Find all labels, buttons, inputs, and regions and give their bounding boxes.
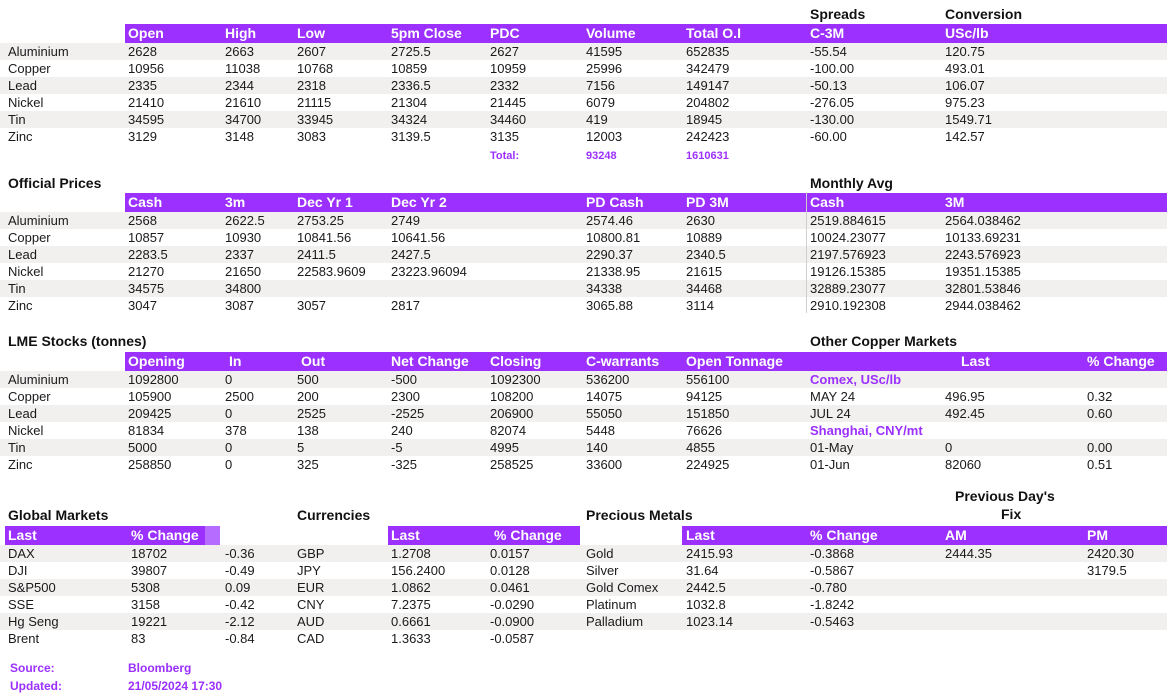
official-dec-yr-1-value: 10841.56 (297, 230, 352, 245)
index-name: DJI (8, 563, 28, 578)
overview-open-value: 2628 (128, 44, 157, 59)
metal-name: Zinc (8, 457, 33, 472)
overview-usc-lb-value: 142.57 (945, 129, 985, 144)
stocks-c-warrants-value: 33600 (586, 457, 623, 472)
overview-high-value: 11038 (225, 61, 261, 76)
overview-pdc-value: 34460 (490, 112, 527, 127)
official-pd-cash-value: 2574.46 (586, 213, 633, 228)
overview-c-3m-value: -55.54 (810, 44, 847, 59)
precious-change-value: -0.5867 (810, 563, 855, 578)
overview-low-value: 10768 (297, 61, 334, 76)
official-prices-title: Official Prices (8, 175, 102, 191)
stocks-closing-value: 206900 (490, 406, 534, 421)
col-global-last: Last (8, 527, 37, 543)
stocks-closing-value: 4995 (490, 440, 519, 455)
overview-volume-value: 6079 (586, 95, 615, 110)
metal-name: Tin (8, 112, 26, 127)
currency-code: EUR (297, 580, 325, 595)
overview-usc-lb-value: 120.75 (945, 44, 985, 59)
copper-last-value: 492.45 (945, 406, 985, 421)
metal-name: Aluminium (8, 44, 69, 59)
metal-name: Zinc (8, 129, 33, 144)
stocks-in-value: 0 (225, 406, 233, 421)
index-last-value: 3158 (131, 597, 160, 612)
fix-pm-value: 3179.5 (1087, 563, 1127, 578)
stocks-out-value: 5 (297, 440, 305, 455)
overview-volume-value: 12003 (586, 129, 623, 144)
overview-usc-lb-value: 975.23 (945, 95, 985, 110)
copper-change-value: 0.60 (1087, 406, 1113, 421)
precious-last-value: 31.64 (686, 563, 719, 578)
overview-high-value: 3148 (225, 129, 254, 144)
official-pd-cash-value: 2290.37 (586, 247, 633, 262)
col-total-oi: Total O.I (686, 25, 741, 41)
currencies-title: Currencies (297, 507, 371, 523)
metal-name: Aluminium (8, 372, 69, 387)
official-pd-3m-value: 2340.5 (686, 247, 726, 262)
metal-name: Lead (8, 78, 37, 93)
col-open-tonnage: Open Tonnage (686, 353, 783, 369)
index-name: SSE (8, 597, 35, 612)
metal-name: Lead (8, 406, 37, 421)
stocks-opening-value: 209425 (128, 406, 172, 421)
official-monthly-cash-value: 2910.192308 (810, 298, 886, 313)
col-open: Open (128, 25, 164, 41)
overview-volume-value: 7156 (586, 78, 615, 93)
stocks-c-warrants-value: 55050 (586, 406, 623, 421)
metal-name: Copper (8, 61, 51, 76)
index-last-value: 19221 (131, 614, 168, 629)
total-label: Total: (490, 150, 520, 162)
overview-open-value: 10956 (128, 61, 165, 76)
col-out: Out (301, 353, 326, 369)
official-dec-yr-2-value: 10641.56 (391, 230, 446, 245)
conversion-label: Conversion (945, 6, 1023, 22)
official-dec-yr-2-value: 2749 (391, 213, 420, 228)
overview-low-value: 3083 (297, 129, 326, 144)
official-monthly-3m-value: 2564.038462 (945, 213, 1021, 228)
currency-last-value: 1.3633 (391, 631, 431, 646)
official-3m-value: 10930 (225, 230, 262, 245)
overview-low-value: 33945 (297, 112, 334, 127)
col-monthly-cash: Cash (810, 194, 845, 210)
overview-high-value: 21610 (225, 95, 262, 110)
stocks-row-stripe (0, 405, 1167, 422)
overview-total-oi-value: 149147 (686, 78, 730, 93)
col-fix-am: AM (945, 527, 967, 543)
precious-metal-name: Gold (586, 546, 614, 561)
official-pd-3m-value: 21615 (686, 264, 723, 279)
currency-last-value: 1.0862 (391, 580, 431, 595)
index-change-value: -0.49 (225, 563, 255, 578)
stocks-out-value: 200 (297, 389, 319, 404)
spreads-label: Spreads (810, 6, 866, 22)
precious-last-value: 2442.5 (686, 580, 726, 595)
precious-last-value: 1032.8 (686, 597, 726, 612)
currency-last-value: 1.2708 (391, 546, 431, 561)
copper-market-group: Comex, USc/lb (810, 372, 902, 387)
currency-change-value: -0.0900 (490, 614, 535, 629)
stocks-net-change-value: -325 (391, 457, 418, 472)
copper-contract-label: 01-May (810, 440, 854, 455)
fix-pm-value: 2420.30 (1087, 546, 1134, 561)
stocks-open-tonnage-value: 151850 (686, 406, 730, 421)
overview-volume-value: 419 (586, 112, 608, 127)
overview-pdc-value: 10959 (490, 61, 527, 76)
stocks-open-tonnage-value: 76626 (686, 423, 723, 438)
index-name: Brent (8, 631, 40, 646)
col-precious-last: Last (686, 527, 715, 543)
overview-c-3m-value: -276.05 (810, 95, 855, 110)
col-usc-lb: USc/lb (945, 25, 989, 41)
index-change-value: 0.09 (225, 580, 251, 595)
index-last-value: 83 (131, 631, 146, 646)
copper-last-value: 0 (945, 440, 953, 455)
stocks-c-warrants-value: 5448 (586, 423, 615, 438)
col-currency-change: % Change (494, 527, 562, 543)
col-dec-yr-2: Dec Yr 2 (391, 194, 447, 210)
stocks-closing-value: 1092300 (490, 372, 541, 387)
stocks-open-tonnage-value: 224925 (686, 457, 730, 472)
stocks-c-warrants-value: 536200 (586, 372, 630, 387)
stocks-open-tonnage-value: 94125 (686, 389, 723, 404)
currency-code: CNY (297, 597, 325, 612)
col-net-change: Net Change (391, 353, 469, 369)
precious-change-value: -0.780 (810, 580, 847, 595)
official-dec-yr-1-value: 2411.5 (297, 247, 336, 262)
official-dec-yr-2-value: 2817 (391, 298, 420, 313)
copper-change-value: 0.51 (1087, 457, 1113, 472)
precious-metal-name: Gold Comex (586, 580, 659, 595)
currency-change-value: -0.0290 (490, 597, 535, 612)
col-currency-last: Last (391, 527, 420, 543)
col-c-warrants: C-warrants (586, 353, 660, 369)
updated-label: Updated: (10, 679, 62, 693)
official-monthly-cash-value: 32889.23077 (810, 281, 886, 296)
official-monthly-3m-value: 19351.15385 (945, 264, 1021, 279)
official-header-bar (125, 193, 1167, 212)
currency-code: CAD (297, 631, 325, 646)
overview-high-value: 2663 (225, 44, 254, 59)
global-header-gap (205, 526, 220, 545)
col-3m: 3m (225, 194, 246, 210)
stocks-in-value: 2500 (225, 389, 254, 404)
overview-5pm-close-value: 2336.5 (391, 78, 431, 93)
bottom-row-stripe (0, 613, 1167, 630)
copper-contract-label: MAY 24 (810, 389, 856, 404)
metal-name: Copper (8, 389, 51, 404)
overview-total-oi-value: 242423 (686, 129, 730, 144)
col-copper-change: % Change (1087, 353, 1155, 369)
metal-name: Tin (8, 440, 26, 455)
precious-metal-name: Silver (586, 563, 619, 578)
col-in: In (229, 353, 242, 369)
metal-name: Zinc (8, 298, 33, 313)
official-cash-value: 10857 (128, 230, 165, 245)
stocks-closing-value: 108200 (490, 389, 534, 404)
stocks-out-value: 500 (297, 372, 319, 387)
overview-5pm-close-value: 21304 (391, 95, 428, 110)
stocks-row-stripe (0, 439, 1167, 456)
precious-metal-name: Platinum (586, 597, 637, 612)
overview-5pm-close-value: 2725.5 (391, 44, 431, 59)
copper-contract-label: 01-Jun (810, 457, 850, 472)
official-dec-yr-2-value: 2427.5 (391, 247, 431, 262)
stocks-open-tonnage-value: 4855 (686, 440, 715, 455)
overview-total-oi-value: 342479 (686, 61, 730, 76)
official-cash-value: 2283.5 (128, 247, 168, 262)
overview-total-oi-value: 652835 (686, 44, 730, 59)
stocks-in-value: 0 (225, 440, 233, 455)
index-name: S&P500 (8, 580, 56, 595)
official-cash-value: 2568 (128, 213, 157, 228)
stocks-net-change-value: -2525 (391, 406, 425, 421)
official-monthly-cash-value: 10024.23077 (810, 230, 886, 245)
fix-title-line2: Fix (1001, 506, 1022, 522)
stocks-opening-value: 81834 (128, 423, 165, 438)
precious-change-value: -1.8242 (810, 597, 855, 612)
col-fix-pm: PM (1087, 527, 1108, 543)
metal-name: Nickel (8, 423, 44, 438)
official-3m-value: 21650 (225, 264, 262, 279)
overview-open-value: 21410 (128, 95, 165, 110)
col-opening: Opening (128, 353, 185, 369)
stocks-out-value: 2525 (297, 406, 326, 421)
official-pd-cash-value: 3065.88 (586, 298, 633, 313)
index-change-value: -0.84 (225, 631, 255, 646)
overview-high-value: 34700 (225, 112, 262, 127)
stocks-opening-value: 258850 (128, 457, 172, 472)
col-copper-last: Last (961, 353, 990, 369)
stocks-out-value: 138 (297, 423, 319, 438)
index-change-value: -2.12 (225, 614, 255, 629)
index-last-value: 18702 (131, 546, 168, 561)
copper-market-group: Shanghai, CNY/mt (810, 423, 923, 438)
overview-usc-lb-value: 493.01 (945, 61, 985, 76)
stocks-closing-value: 258525 (490, 457, 534, 472)
stocks-closing-value: 82074 (490, 423, 527, 438)
precious-change-value: -0.3868 (810, 546, 855, 561)
fix-title-line1: Previous Day's (955, 488, 1055, 504)
overview-low-value: 2318 (297, 78, 326, 93)
overview-total-oi-value: 18945 (686, 112, 723, 127)
index-last-value: 5308 (131, 580, 160, 595)
overview-usc-lb-value: 106.07 (945, 78, 985, 93)
official-dec-yr-2-value: 23223.96094 (391, 264, 467, 279)
col-c-3m: C-3M (810, 25, 845, 41)
overview-pdc-value: 2332 (490, 78, 519, 93)
stocks-c-warrants-value: 14075 (586, 389, 623, 404)
metal-name: Tin (8, 281, 26, 296)
stocks-net-change-value: 2300 (391, 389, 420, 404)
official-pd-3m-value: 10889 (686, 230, 723, 245)
index-name: DAX (8, 546, 35, 561)
metal-name: Lead (8, 247, 37, 262)
index-last-value: 39807 (131, 563, 168, 578)
overview-total-oi-value: 204802 (686, 95, 730, 110)
official-pd-cash-value: 21338.95 (586, 264, 641, 279)
official-cash-value: 3047 (128, 298, 157, 313)
overview-header-bar (125, 24, 1167, 43)
official-3m-value: 3087 (225, 298, 254, 313)
metal-name: Nickel (8, 95, 44, 110)
overview-open-value: 2335 (128, 78, 157, 93)
overview-pdc-value: 2627 (490, 44, 519, 59)
stocks-in-value: 0 (225, 457, 233, 472)
col-low: Low (297, 25, 325, 41)
stocks-opening-value: 1092800 (128, 372, 179, 387)
currency-change-value: 0.0157 (490, 546, 530, 561)
official-3m-value: 2622.5 (225, 213, 265, 228)
official-pd-3m-value: 2630 (686, 213, 715, 228)
overview-usc-lb-value: 1549.71 (945, 112, 992, 127)
overview-volume-value: 41595 (586, 44, 623, 59)
monthly-divider (806, 193, 807, 313)
overview-row-stripe (0, 43, 1167, 60)
bottom-row-stripe (0, 579, 1167, 596)
monthly-avg-title: Monthly Avg (810, 175, 893, 191)
source-value: Bloomberg (128, 661, 192, 675)
overview-low-value: 2607 (297, 44, 326, 59)
official-monthly-3m-value: 2243.576923 (945, 247, 1021, 262)
stocks-net-change-value: -5 (391, 440, 403, 455)
official-cash-value: 21270 (128, 264, 165, 279)
col-volume: Volume (586, 25, 636, 41)
overview-open-value: 34595 (128, 112, 165, 127)
official-monthly-3m-value: 32801.53846 (945, 281, 1021, 296)
col-precious-change: % Change (810, 527, 878, 543)
total-oi: 1610631 (686, 150, 729, 162)
stocks-net-change-value: 240 (391, 423, 413, 438)
official-pd-3m-value: 34468 (686, 281, 723, 296)
official-monthly-cash-value: 19126.15385 (810, 264, 886, 279)
official-3m-value: 2337 (225, 247, 254, 262)
overview-low-value: 21115 (297, 95, 332, 110)
index-change-value: -0.36 (225, 546, 255, 561)
source-label: Source: (10, 661, 55, 675)
col-cash: Cash (128, 194, 163, 210)
precious-change-value: -0.5463 (810, 614, 855, 629)
official-monthly-cash-value: 2519.884615 (810, 213, 886, 228)
metal-name: Copper (8, 230, 51, 245)
metal-name: Aluminium (8, 213, 69, 228)
overview-5pm-close-value: 3139.5 (391, 129, 431, 144)
overview-pdc-value: 21445 (490, 95, 527, 110)
stocks-in-value: 0 (225, 372, 233, 387)
official-cash-value: 34575 (128, 281, 165, 296)
official-monthly-cash-value: 2197.576923 (810, 247, 886, 262)
currency-code: AUD (297, 614, 325, 629)
overview-c-3m-value: -100.00 (810, 61, 855, 76)
col-high: High (225, 25, 257, 41)
col-pd-3m: PD 3M (686, 194, 729, 210)
stocks-opening-value: 5000 (128, 440, 157, 455)
overview-pdc-value: 3135 (490, 129, 519, 144)
stocks-c-warrants-value: 140 (586, 440, 608, 455)
copper-change-value: 0.32 (1087, 389, 1113, 404)
currency-last-value: 156.2400 (391, 563, 446, 578)
overview-high-value: 2344 (225, 78, 254, 93)
currency-last-value: 7.2375 (391, 597, 431, 612)
stocks-out-value: 325 (297, 457, 319, 472)
overview-5pm-close-value: 34324 (391, 112, 428, 127)
col-closing: Closing (490, 353, 542, 369)
official-pd-cash-value: 34338 (586, 281, 623, 296)
updated-value: 21/05/2024 17:30 (128, 679, 223, 693)
stocks-in-value: 378 (225, 423, 247, 438)
stocks-open-tonnage-value: 556100 (686, 372, 730, 387)
total-volume: 93248 (586, 150, 617, 162)
currency-change-value: -0.0587 (490, 631, 535, 646)
copper-contract-label: JUL 24 (810, 406, 851, 421)
official-dec-yr-1-value: 2753.25 (297, 213, 344, 228)
precious-metals-title: Precious Metals (586, 507, 693, 523)
col-pdc: PDC (490, 25, 520, 41)
overview-c-3m-value: -50.13 (810, 78, 847, 93)
official-dec-yr-1-value: 3057 (297, 298, 326, 313)
fix-am-value: 2444.35 (945, 546, 992, 561)
official-dec-yr-1-value: 22583.9609 (297, 264, 366, 279)
index-name: Hg Seng (8, 614, 59, 629)
col-global-change: % Change (131, 527, 199, 543)
precious-last-value: 1023.14 (686, 614, 733, 629)
official-3m-value: 34800 (225, 281, 262, 296)
overview-row-stripe (0, 77, 1167, 94)
copper-last-value: 82060 (945, 457, 982, 472)
lme-stocks-title: LME Stocks (tonnes) (8, 333, 147, 349)
official-pd-3m-value: 3114 (686, 298, 714, 313)
metal-name: Nickel (8, 264, 44, 279)
overview-c-3m-value: -60.00 (810, 129, 847, 144)
currency-code: GBP (297, 546, 325, 561)
index-change-value: -0.42 (225, 597, 255, 612)
copper-last-value: 496.95 (945, 389, 985, 404)
overview-5pm-close-value: 10859 (391, 61, 428, 76)
official-monthly-3m-value: 2944.038462 (945, 298, 1021, 313)
col-5pm-close: 5pm Close (391, 25, 462, 41)
currency-change-value: 0.0128 (490, 563, 530, 578)
currency-last-value: 0.6661 (391, 614, 431, 629)
col-dec-yr-1: Dec Yr 1 (297, 194, 353, 210)
official-monthly-3m-value: 10133.69231 (945, 230, 1021, 245)
precious-last-value: 2415.93 (686, 546, 733, 561)
overview-open-value: 3129 (128, 129, 157, 144)
overview-volume-value: 25996 (586, 61, 623, 76)
currency-change-value: 0.0461 (490, 580, 530, 595)
stocks-opening-value: 105900 (128, 389, 172, 404)
col-pd-cash: PD Cash (586, 194, 644, 210)
stocks-net-change-value: -500 (391, 372, 418, 387)
global-markets-title: Global Markets (8, 507, 109, 523)
official-pd-cash-value: 10800.81 (586, 230, 641, 245)
col-monthly-3m: 3M (945, 194, 965, 210)
other-copper-title: Other Copper Markets (810, 333, 958, 349)
precious-metal-name: Palladium (586, 614, 644, 629)
currency-code: JPY (297, 563, 321, 578)
copper-change-value: 0.00 (1087, 440, 1113, 455)
overview-c-3m-value: -130.00 (810, 112, 855, 127)
